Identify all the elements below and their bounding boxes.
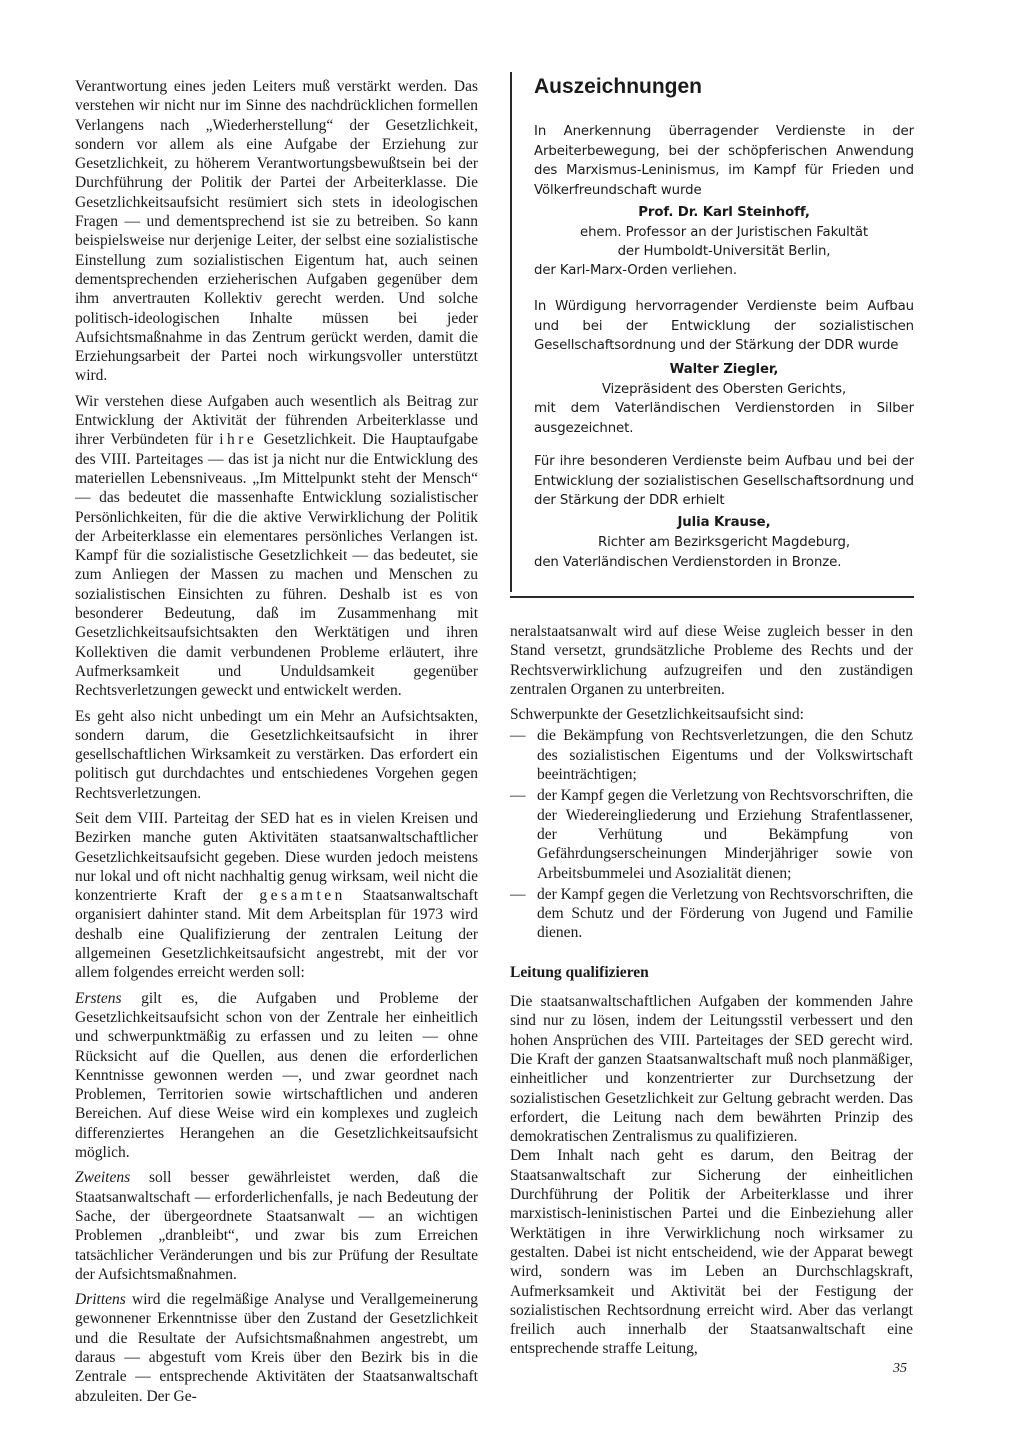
award-name: Prof. Dr. Karl Steinhoff, (638, 205, 810, 220)
page-number: 35 (893, 1361, 907, 1376)
italic-lead: Drittens (75, 1291, 126, 1309)
left-column (75, 77, 478, 1406)
paragraph: Drittens wird die regelmäßige Analyse und Verallgemeinerung gewonnener Erkenntnisse über den Zustand der Gesetzlichkeit und die Resultate der Aufsichtsmaßnahmen angestrebt, um daraus — abgestuft vom Kreis über den Bezirk bis in die Zentrale — entsprechende Aktivitäten der Staatsanwaltschaft abzuleiten. Der Ge- (75, 1291, 478, 1405)
list-item: — der Kampf gegen die Verletzung von Rechtsvorschriften, die dem Schutz und der Förderung von Jugend und Familie dienen. (510, 885, 913, 943)
award-outro: den Vaterländischen Verdienstorden in Bronze. (534, 555, 842, 570)
awards-box-left-rule (510, 72, 512, 592)
paragraph: neralstaatsanwalt wird auf diese Weise zugleich besser in den Stand versetzt, grundsätzliche Probleme des Rechts und der Rechtsverwirklichung aufzugreifen und den zuständigen zentralen Organen zu unterbreiten. (510, 623, 913, 698)
paragraph: Es geht also nicht unbedingt um ein Mehr an Aufsichtsakten, sondern darum, die Gesetzlichkeitsaufsicht in ihrer gesellschaftlichen Wirksamkeit zu verstärken. Das erfordert ein politisch gut durchdachtes und entschiedenes Vorgehen gegen Rechtsverletzungen. (75, 707, 478, 802)
list-intro: Schwerpunkte der Gesetzlichkeitsaufsicht sind: (510, 706, 804, 724)
paragraph: Seit dem VIII. Parteitag der SED hat es in vielen Kreisen und Bezirken manche guten Aktivitäten staatsanwaltschaftlicher Gesetzlichkeitsaufsicht gegeben. Diese wurden jedoch meistens nur lokal und oft nicht nachhaltig genug wirksam, weil nicht die konzentrierte Kraft der gesamten Staatsanwaltschaft organisiert dahinter stand. Mit dem Arbeitsplan für 1973 wird deshalb eine Qualifizierung der zentralen Leitung der allgemeinen Gesetzlichkeitsaufsicht angestrebt, mit der vor allem folgendes erreicht werden soll: (75, 809, 478, 982)
section-heading: Leitung qualifizieren (510, 963, 649, 981)
award-role: ehem. Professor an der Juristischen Fakultät (580, 225, 868, 240)
award-name: Walter Ziegler, (669, 362, 779, 377)
award-outro: mit dem Vaterländischen Verdienstorden in Silber ausgezeichnet. (534, 401, 914, 436)
award-role: der Humboldt-Universität Berlin, (617, 244, 831, 259)
paragraph: Die staatsanwaltschaftlichen Aufgaben der kommenden Jahre sind nur zu lösen, indem der Leitungsstil verbessert und den hohen Ansprüchen des VIII. Parteitages der SED gerecht wird. Die Kraft der ganzen Staatsanwaltschaft muß noch planmäßiger, einheitlicher und konzentrierter zur Durchsetzung der sozialistischen Gesetzlichkeit zur Geltung gebracht werden. Das erfordert, die Leitung nach dem bewährten Prinzip des demokratischen Zentralismus zu qualifizieren. (510, 993, 913, 1146)
paragraph: Verantwortung eines jeden Leiters muß verstärkt werden. Das verstehen wir nicht nur im Sinne des nachdrücklichen formellen Verlangens nach „Wiederherstellung“ der Gesetzlichkeit, sondern vor allem als eine Aufgabe der Erziehung zur Gesetzlichkeit, zu höherem Verantwortungsbewußtsein bei der Durchführung der Politik der Partei der Arbeiterklasse. Die Gesetzlichkeitsaufsicht resümiert sich stets in ideologischen Fragen — und dementsprechend ist sie zu betreiben. So kann beispielsweise nur derjenige Leiter, der selbst eine sozialistische Einstellung zum sozialistischen Eigentum hat, auch seinen dementsprechenden erzieherischen Aufgaben gegenüber dem ihm anvertrauten Kollektiv gerecht werden. Und solche politisch-ideologischen Inhalte müssen bei jeder Aufsichtsmaßnahme in das Zentrum gerückt werden, damit die Erziehungsarbeit der Partei noch wirkungsvoller unterstützt wird. (75, 78, 478, 385)
right-column (510, 622, 913, 1359)
awards-title: Auszeichnungen (534, 75, 703, 98)
focus-list (510, 726, 913, 942)
spaced-emphasis: gesamten (259, 887, 346, 905)
award-intro: Für ihre besonderen Verdienste beim Aufbau und bei der Entwicklung der sozialistischen Gesellschaftsordnung und der Stärkung der DDR erhielt (534, 454, 914, 509)
award-role: Richter am Bezirksgericht Magdeburg, (598, 535, 850, 550)
award-outro: der Karl-Marx-Orden verliehen. (534, 263, 737, 278)
paragraph: Erstens gilt es, die Aufgaben und Probleme der Gesetzlichkeitsaufsicht schon von der Zentrale her einheitlich und schwerpunktmäßig zu erfassen und zu leiten — ohne Rücksicht auf die Quellen, aus denen die erforderlichen Kenntnisse gewonnen werden —, und zwar geordnet nach Problemen, Territorien sowie wirtschaftlichen und anderen Bereichen. Auf diese Weise wird ein komplexes und zugleich differenziertes Herangehen an die Gesetzlichkeitsaufsicht möglich. (75, 989, 478, 1162)
list-item: — der Kampf gegen die Verletzung von Rechtsvorschriften, die der Wiedereingliederung und Erziehung Strafentlassener, der Verhütung und Bekämpfung von Gefährdungserscheinungen Minderjähriger sowie von Arbeitsbummelei und Asozialität dienen; (510, 786, 913, 882)
paragraph: Dem Inhalt nach geht es darum, den Beitrag der Staatsanwaltschaft zur Sicherung der einheitlichen Durchführung der Politik der Arbeiterklasse und ihrer marxistisch-leninistischen Partei und die Einbeziehung aller Werktätigen in ihre Verwirklichung noch wirksamer zu gestalten. Dabei ist nicht entscheidend, wie der Apparat bewegt wird, sondern was im Leben an Durchschlagskraft, Aufmerksamkeit und Aktivität bei der Festigung der sozialistischen Rechtsordnung erreicht wird. Aber das verlangt freilich auch innerhalb der Staatsanwaltschaft eine entsprechende straffe Leitung, (510, 1147, 913, 1358)
award-intro: In Würdigung hervorragender Verdienste beim Aufbau und bei der Entwicklung der sozialistischen Gesellschaftsordnung und der Stärkung der DDR wurde (534, 299, 914, 354)
award-role: Vizepräsident des Obersten Gerichts, (601, 382, 847, 397)
paragraph: Wir verstehen diese Aufgaben auch wesentlich als Beitrag zur Entwicklung der Aktivität der führenden Arbeiterklasse und ihrer Verbündeten für ihre Gesetzlichkeit. Die Hauptaufgabe des VIII. Parteitages — das ist ja nicht nur die Entwicklung des materiellen Lebensniveaus. „Im Mittelpunkt steht der Mensch“ — das bedeutet die massenhafte Entwicklung sozialistischer Persönlichkeiten, für die die aktive Verwirklichung der Politik der Arbeiterklasse ein elementares persönliches Verlangen ist. Kampf für die sozialistische Gesetzlichkeit — das bedeutet, sie zum Anliegen der Massen zu machen und Menschen zu sozialistischen Einsichten zu führen. Deshalb ist es von besonderer Bedeutung, daß im Zusammenhang mit Gesetzlichkeitsaufsichtsakten den Werktätigen und ihren Kollektiven die damit verbundenen Probleme erläutert, ihre Aufmerksamkeit und Unduldsamkeit gegenüber Rechtsverletzungen geweckt und entwickelt werden. (75, 392, 478, 700)
list-item: — die Bekämpfung von Rechtsverletzungen, die den Schutz des sozialistischen Eigentums und der Volkswirtschaft beeinträchtigen; (510, 726, 913, 784)
awards-box-bottom-rule (510, 596, 914, 598)
award-intro: In Anerkennung überragender Verdienste in der Arbeiterbewegung, bei der schöpferischen Anwendung des Marxismus-Leninismus, im Kampf für Frieden und Völkerfreundschaft wurde (534, 124, 914, 199)
spaced-emphasis: ihre (219, 431, 258, 449)
award-name: Julia Krause, (677, 515, 771, 530)
paragraph: Zweitens soll besser gewährleistet werden, daß die Staatsanwaltschaft — erforderlichenfalls, je nach Bedeutung der Sache, der übergeordnete Staatsanwalt — an wichtigen Problemen „dranbleibt“, und zwar bis zum Erreichen tatsächlicher Veränderungen und bis zur Prüfung der Resultate der Aufsichtsmaßnahmen. (75, 1169, 478, 1283)
italic-lead: Erstens (75, 989, 122, 1007)
italic-lead: Zweitens (75, 1169, 131, 1187)
